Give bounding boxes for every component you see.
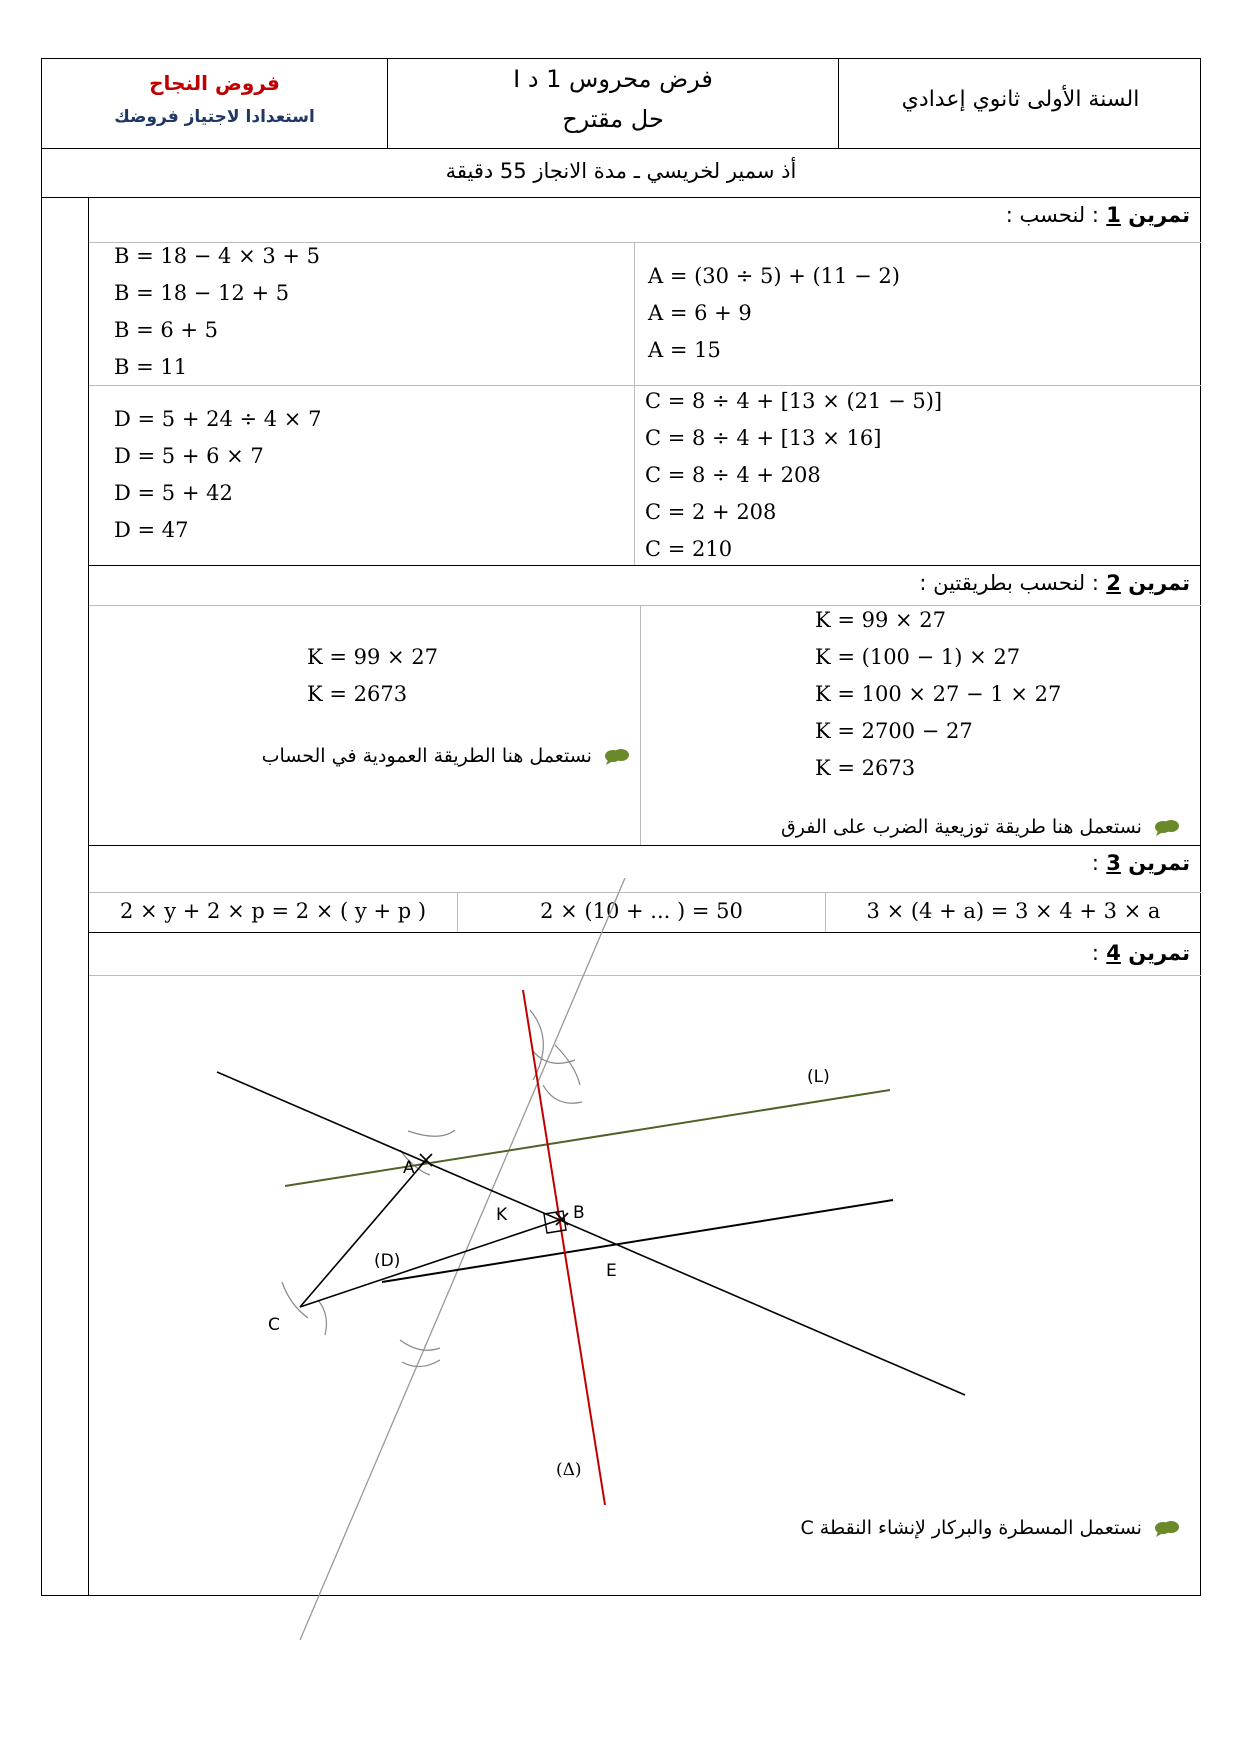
calc-line: K = 100 × 27 − 1 × 27 bbox=[815, 682, 1062, 706]
calc-line: K = (100 − 1) × 27 bbox=[815, 645, 1021, 669]
calc-line: D = 5 + 6 × 7 bbox=[114, 444, 264, 468]
calc-line: D = 47 bbox=[114, 518, 189, 542]
line-D bbox=[382, 1200, 893, 1282]
calc-line: K = 99 × 27 bbox=[815, 608, 947, 632]
note-text: نستعمل هنا الطريقة العمودية في الحساب bbox=[261, 745, 592, 767]
exercise-4-label: تمرين bbox=[1128, 941, 1190, 965]
compass-arc bbox=[543, 1085, 582, 1103]
line-AB bbox=[217, 1072, 965, 1395]
calc-line: D = 5 + 42 bbox=[114, 481, 233, 505]
calc-line: A = (30 ÷ 5) + (11 − 2) bbox=[648, 264, 900, 288]
calc-line: B = 11 bbox=[114, 355, 188, 379]
exam-subtitle: حل مقترح bbox=[562, 105, 664, 133]
label-K: K bbox=[496, 1205, 508, 1225]
calc-line: K = 99 × 27 bbox=[307, 645, 439, 669]
author-line: أذ سمير لخريسي ـ مدة الانجاز 55 دقيقة bbox=[445, 159, 797, 183]
calc-line: C = 8 ÷ 4 + [13 × 16] bbox=[645, 426, 882, 450]
exercise-1-number: 1 bbox=[1106, 203, 1121, 227]
calc-line: K = 2700 − 27 bbox=[815, 719, 973, 743]
line-L bbox=[285, 1090, 890, 1186]
identity-cell-3: 2 × y + 2 × p = 2 × ( y + p ) bbox=[119, 899, 427, 923]
exercise-3-label: تمرين bbox=[1128, 851, 1190, 875]
calc-line: A = 6 + 9 bbox=[648, 301, 752, 325]
compass-arc bbox=[408, 1130, 455, 1136]
note-text: نستعمل هنا طريقة توزيعية الضرب على الفرق bbox=[781, 816, 1142, 838]
calc-line: C = 2 + 208 bbox=[645, 500, 777, 524]
compass-arc bbox=[555, 1045, 580, 1085]
calc-line: B = 18 − 4 × 3 + 5 bbox=[114, 244, 321, 268]
compass-arc bbox=[400, 1340, 440, 1350]
exercise-2-instruction: : لنحسب بطريقتين : bbox=[919, 571, 1099, 595]
construction-line bbox=[300, 878, 625, 1640]
label-B: B bbox=[573, 1203, 585, 1223]
label-C: C bbox=[268, 1315, 280, 1335]
calc-line: C = 8 ÷ 4 + [13 × (21 − 5)] bbox=[645, 389, 943, 413]
logo-title: فروض النجاح bbox=[149, 71, 280, 95]
exercise-1-instruction: : لنحسب : bbox=[1005, 203, 1099, 227]
exercise-4-instruction: : bbox=[1091, 941, 1099, 965]
identity-cell-2: 2 × (10 + ... ) = 50 bbox=[540, 899, 743, 923]
exercise-4-number: 4 bbox=[1106, 941, 1121, 965]
identity-cell-1: 3 × (4 + a) = 3 × 4 + 3 × a bbox=[866, 899, 1161, 923]
calc-line: B = 18 − 12 + 5 bbox=[114, 281, 290, 305]
compass-arc bbox=[402, 1360, 440, 1367]
label-E: E bbox=[606, 1261, 617, 1281]
calc-line: A = 15 bbox=[648, 338, 721, 362]
exercise-3-number: 3 bbox=[1106, 851, 1121, 875]
label-A: A bbox=[403, 1158, 415, 1178]
construction-note bbox=[640, 1517, 1180, 1539]
school-level: السنة الأولى ثانوي إعدادي bbox=[901, 87, 1140, 112]
segment-AC bbox=[300, 1160, 426, 1307]
speech-bubble-icon bbox=[1154, 1520, 1180, 1538]
exercise-3-instruction: : bbox=[1091, 851, 1099, 875]
exercise-1-label: تمرين bbox=[1128, 203, 1190, 227]
compass-arc bbox=[282, 1282, 308, 1318]
calc-line: C = 8 ÷ 4 + 208 bbox=[645, 463, 821, 487]
logo-subtitle: استعدادا لاجتياز فروضك bbox=[114, 107, 315, 127]
label-delta: (Δ) bbox=[556, 1460, 582, 1480]
calc-line: D = 5 + 24 ÷ 4 × 7 bbox=[114, 407, 322, 431]
calc-line: K = 2673 bbox=[815, 756, 916, 780]
calc-line: C = 210 bbox=[645, 537, 733, 561]
exam-title: فرض محروس 1 د I bbox=[513, 65, 713, 93]
label-L: (L) bbox=[807, 1067, 830, 1087]
note-text: نستعمل المسطرة والبركار لإنشاء النقطة C bbox=[800, 1517, 1142, 1539]
label-D: (D) bbox=[374, 1251, 401, 1271]
segment-CB bbox=[300, 1219, 562, 1307]
calc-line: K = 2673 bbox=[307, 682, 408, 706]
exercise-2-number: 2 bbox=[1106, 571, 1121, 595]
calc-line: B = 6 + 5 bbox=[114, 318, 219, 342]
compass-arc bbox=[318, 1300, 326, 1335]
exercise-2-label: تمرين bbox=[1128, 571, 1190, 595]
